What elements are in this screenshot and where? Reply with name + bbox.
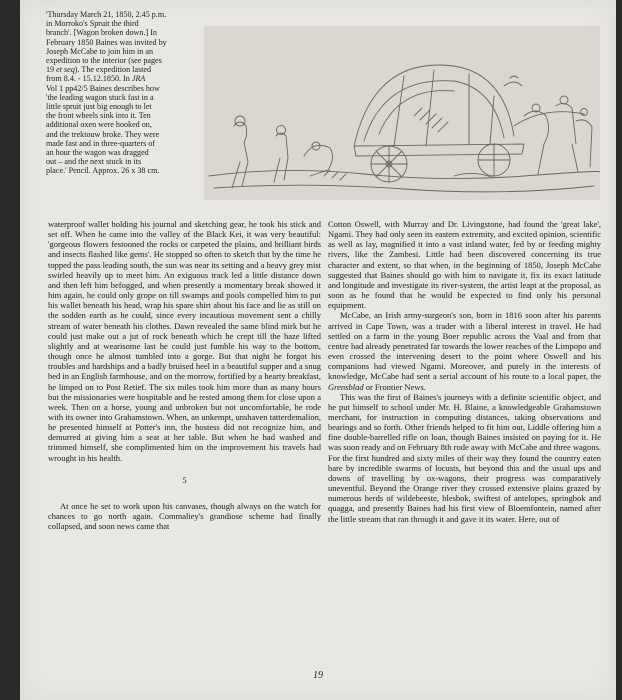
- caption-line: 'Thursday March 21, 1850, 2.45 p.m.: [46, 10, 167, 19]
- paragraph-text: McCabe, an Irish army-surgeon's son, born in 1816 soon after his parents arrived in Cape Town, was a trader with a liberal interest in travel. He had settled on a farm in the young Boer republic across the Vaal and from that centre had already penetrated far towards the lower reaches of the Limpopo and even crossed the intervening desert to the point where Oswell and his companions had viewed Ngami. Moreover, and purely in the interests of knowledge, McCabe had sent a serial account of his route to a local paper, the: [328, 310, 601, 382]
- paragraph-text: or Frontier News.: [363, 381, 426, 392]
- body-paragraph: [328, 310, 601, 391]
- caption-line: 'the leading wagon stuck fast in a: [46, 92, 154, 102]
- pencil-sketch-wagon-image: [204, 26, 600, 200]
- caption-italic: et seq: [56, 65, 75, 75]
- page-number: 19: [313, 670, 323, 681]
- caption-line: an hour the wagon was dragged: [46, 148, 149, 158]
- section-number: 5: [182, 474, 187, 485]
- caption-line: branch'. [Wagon broken down.] In: [46, 28, 157, 38]
- text-column-left: [48, 219, 321, 531]
- body-paragraph: waterproof wallet holding his journal and sketching gear, he took his stick and set off. When he came into the valley of the Black Kei, it was very beautiful: 'gorgeous flowers festooned the rocks or carpeted the plains, and brilliant birds and insects flashed like gems'. He stopped so often to sketch that by the time he topped the pass leading south, the sun was near its setting and a heavy grey mist swirled heavily up to meet him. An exiguous track led a little distance down and then left him befogged, and when presently a momentary break showed it him again, he could only grope on till swamps and pools compelled him to put his wallet beneath his head, wrap his spare shirt about his face and lie as still on the sodden earth as he could, since every incautious movement sent a chilly stream of water beneath his clothes. Dawn revealed the same blind mirk but he could just make out a jut of rock beneath which he crept till the haze lifted slightly and at wearisome last he could just fumble his way to the bottom, though once he almost tumbled into a gorge. But that night he forgot his troubles and hardships and a badly bruised heel in a beautiful supper and a snug bed in an English farmhouse, and on the morrow, fortified by a hearty breakfast, he limped on to Post Retief. The six miles took him more than as many hours but the missionaries were hospitable and he rested among them for close upon a week. Then on a horse, young and unbroken but not uncomfortable, he rode with its owner into Grahamstown. When, an unkempt, unshaven tatterdemalion, he presented himself at Potter's inn, the hostess did not recognize him, and demurred at giving him a seat at her table. But when he had washed and trimmed himself, she complimented him on the improvement his travels had wrought in his health.: [48, 219, 321, 463]
- caption-line: additional oxen were hooked on,: [46, 120, 152, 130]
- book-page: [20, 0, 616, 700]
- caption-line: February 1850 Baines was invited by: [46, 37, 167, 47]
- caption-line: out – and the next stuck in its: [46, 157, 142, 167]
- text-column-right: [328, 219, 601, 524]
- newspaper-title: Grensblad: [328, 381, 364, 392]
- caption-line: little spruit just big enough to let: [46, 102, 152, 112]
- caption-line: the front wheels sink into it. Ten: [46, 111, 151, 121]
- caption-line: expedition to the interior (see pages: [46, 56, 162, 66]
- caption-line: 19: [46, 65, 57, 75]
- caption-line: ). The expedition lasted: [74, 65, 152, 75]
- caption-line: and the trektouw broke. They were: [46, 129, 160, 139]
- body-paragraph: Cotton Oswell, with Murray and Dr. Livingstone, had found the 'great lake', Ngami. They had only seen its eastern extremity, and excited opinion, scientific as well as lay, magnified it into a vast inland water, fed by or feeding mighty rivers, like the Zambesi. Little had been discovered concerning its true character and extent, so that when, in the beginning of 1850, Joseph McCabe suggested that Baines should go with him to navigate it, fix its exact latitude and longitude and investigate its river-system, the artist leapt at the proposal, as soon as he found that he would be expected to find only his personal equipment.: [328, 219, 601, 311]
- caption-line: made fast and in three-quarters of: [46, 138, 155, 148]
- caption-line: place.' Pencil. Approx. 26 x 38 cm.: [46, 166, 160, 176]
- illustration-caption: [46, 10, 204, 176]
- caption-italic: JRA: [131, 74, 146, 84]
- caption-line: Joseph McCabe to join him in an: [46, 46, 154, 56]
- caption-line: Vol 1 pp42/5 Baines describes how: [46, 83, 160, 93]
- caption-line: from 8.4. - 15.12.1850. In: [46, 74, 132, 84]
- caption-line: in Morroko's Spruit the third: [46, 19, 139, 29]
- body-paragraph: At once he set to work upon his canvases, though always on the watch for chances to go north again. Commaliey's grandiose scheme had finally collapsed, and soon news came that: [48, 500, 321, 532]
- body-paragraph: This was the first of Baines's journeys with a definite scientific object, and he put himself to school under Mr. H. Blaine, a knowledgeable Grahamstown merchant, for instruction in computing distances, taking observations and bearings and so forth. Other friends helped to fit him out, Liddle offering him a fine double-barrelled rifle on loan, though Baines insisted on paying for it. He was soon ready and on February 8th rode away with McCabe and three wagons. For the first hundred and sixty miles of their way they found the country eaten bare by incredible swarms of locusts, but beyond this and the usual ups and downs of travelling by ox-wagons, their progress was comparatively uneventful. Beyond the Orange river they crossed extensive plains grazed by numerous herds of wildebeeste, blesbok, swiftest of antelopes, springbok and quagga, and presently Baines had his first view of Bloemfontein, named after the little stream that ran through it and gave it its water. Here, out of: [328, 391, 601, 524]
